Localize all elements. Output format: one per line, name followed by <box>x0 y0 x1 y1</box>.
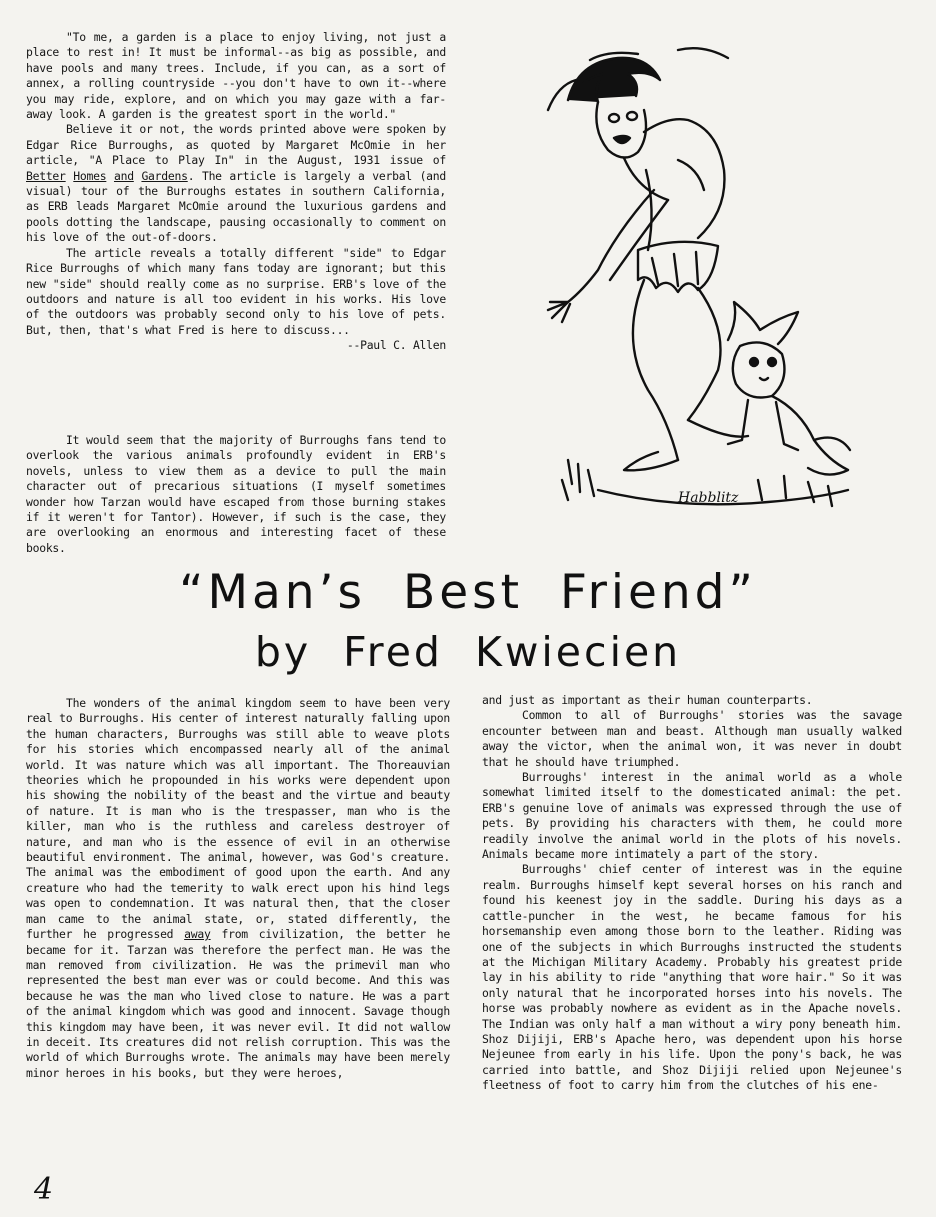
body-paragraph: and just as important as their human counterparts. <box>482 693 813 707</box>
body-column-right <box>482 693 902 1094</box>
body-paragraph <box>26 696 450 1081</box>
body-text-part: The wonders of the animal kingdom seem to have been very real to Burroughs. His center of interest naturally falling upon the human characters, Burroughs was still able to weave plots for his stories which encompassed nearly all of the animal world. It was nature which was all important. The Thoreauvian theories which he propounded in his works were dependent upon his showing the nobility of the beast and the virtue and beauty of nature. It is man who is the trespasser, man who is the killer, man who is the ruthless and careless destroyer of nature, and man who is the essence of evil in an otherwise beautiful environment. The animal, however, was God's creature. The animal was the embodiment of good upon the earth. And any creature who had the temerity to walk erect upon his hind legs was open to condemnation. It was natural then, that the closer man came to the animal state, or, stated differently, the further he progressed <box>26 696 450 942</box>
lead-paragraph: It would seem that the majority of Burroughs fans tend to overlook the various animals profoundly evident in ERB's novels, unless to view them as a device to pull the main character out of precarious situations (I myself sometimes wonder how Tarzan would have escaped from those burning stakes if it weren't for Tantor). However, if such is the case, they are overlooking an enormous and interesting facet of these books. <box>26 433 446 555</box>
body-paragraph: Common to all of Burroughs' stories was the savage encounter between man and beast. Although man usually walked away the victor, when the animal won, it was never in doubt that he should have triumphed. <box>482 708 902 769</box>
intro-context-rest: . The article is largely a verbal (and visual) tour of the Burroughs estates in southern California, as ERB leads Margaret McOmie around the luxurious gardens and pools dotting the landscape, pausing occasionally to comment on his love of the out-of-doors. <box>26 168 446 245</box>
illustrator-signature: Habblitz <box>678 490 739 506</box>
body-column-left <box>26 696 450 1081</box>
intro-context-text: Believe it or not, the words printed above were spoken by Edgar Rice Burroughs, as quoted by Margaret McOmie in her article, "A Place to Play In" in the August, 1931 issue of <box>26 122 446 168</box>
tarzan-figure-drawing <box>548 48 850 506</box>
magazine-title-1: Better <box>26 168 66 183</box>
magazine-title-2: Homes <box>73 168 107 183</box>
intro-reveal: The article reveals a totally different "side" to Edgar Rice Burroughs of which many fans today are ignorant; but this new "side" should really come as no surprise. ERB's love of the outdoors and nature is all too evident in his works. His love of the outdoors was probably second only to his love of pets. But, then, that's what Fred is here to discuss... <box>26 245 446 337</box>
body-text-part: from civilization, the better he became for it. Tarzan was therefore the perfect man. He was the man removed from civilization. He was the primevil man who represented the best man ever was or could become. And this was because he was the man who lived close to nature. He was a part of the animal kingdom which was good and innocent. Savage though this kingdom may have been, it was never evil. It did not wallow in deceit. Its creatures did not relish corruption. This was the world of which Burroughs wrote. The animals may have been merely minor heroes in his books, but they were heroes, <box>26 927 450 1080</box>
body-paragraph: Burroughs' chief center of interest was in the equine realm. Burroughs himself kept several horses on his ranch and found his keenest joy in the saddle. During his days as a cattle-puncher in the west, he became famous for his horsemanship even among those born to the leather. Riding was one of the subjects in which Burroughs instructed the students at the Michigan Military Academy. Probably his greatest pride lay in his ability to ride "anything that wore hair." So it was only natural that he incorporated horses into his novels. The horse was probably nowhere as evident as in the Apache novels. The Indian was only half a man without a wiry pony beneath him. Shoz Dijiji, ERB's Apache hero, was dependent upon his horse Nejeunee from early in his life. Upon the pony's back, he was carried into battle, and Shoz Dijiji relied upon Nejeunee's fleetness of foot to carry him from the clutches of his ene- <box>482 862 902 1093</box>
article-byline: by Fred Kwiecien <box>254 628 682 676</box>
page-number: 4 <box>34 1172 54 1207</box>
magazine-title-3: Gardens <box>141 168 188 183</box>
body-paragraph: Burroughs' interest in the animal world as a whole somewhat limited itself to the domesticated animal: the pet. ERB's genuine love of animals was expressed through the use of pets. By providing his characters with them, he could more readily involve the animal world in the plots of his novels. Animals became more intimately a part of the story. <box>482 770 902 862</box>
intro-context <box>26 122 446 245</box>
article-title: “Man’s Best Friend” <box>179 565 757 620</box>
emphasized-word: away <box>184 927 211 942</box>
lead-block <box>26 433 446 556</box>
intro-quote: "To me, a garden is a place to enjoy living, not just a place to rest in! It must be informal--as big as possible, and have pools and many trees. Include, if you can, as a sort of annex, a rolling countryside --you don't have to own it--where you may ride, explore, and on which you may gaze with a far-away look. A garden is the greatest sport in the world." <box>26 30 446 122</box>
magazine-title-and: and <box>113 168 134 183</box>
intro-signature: --Paul C. Allen <box>346 338 446 353</box>
intro-block <box>26 30 446 354</box>
tarzan-illustration <box>528 40 888 540</box>
